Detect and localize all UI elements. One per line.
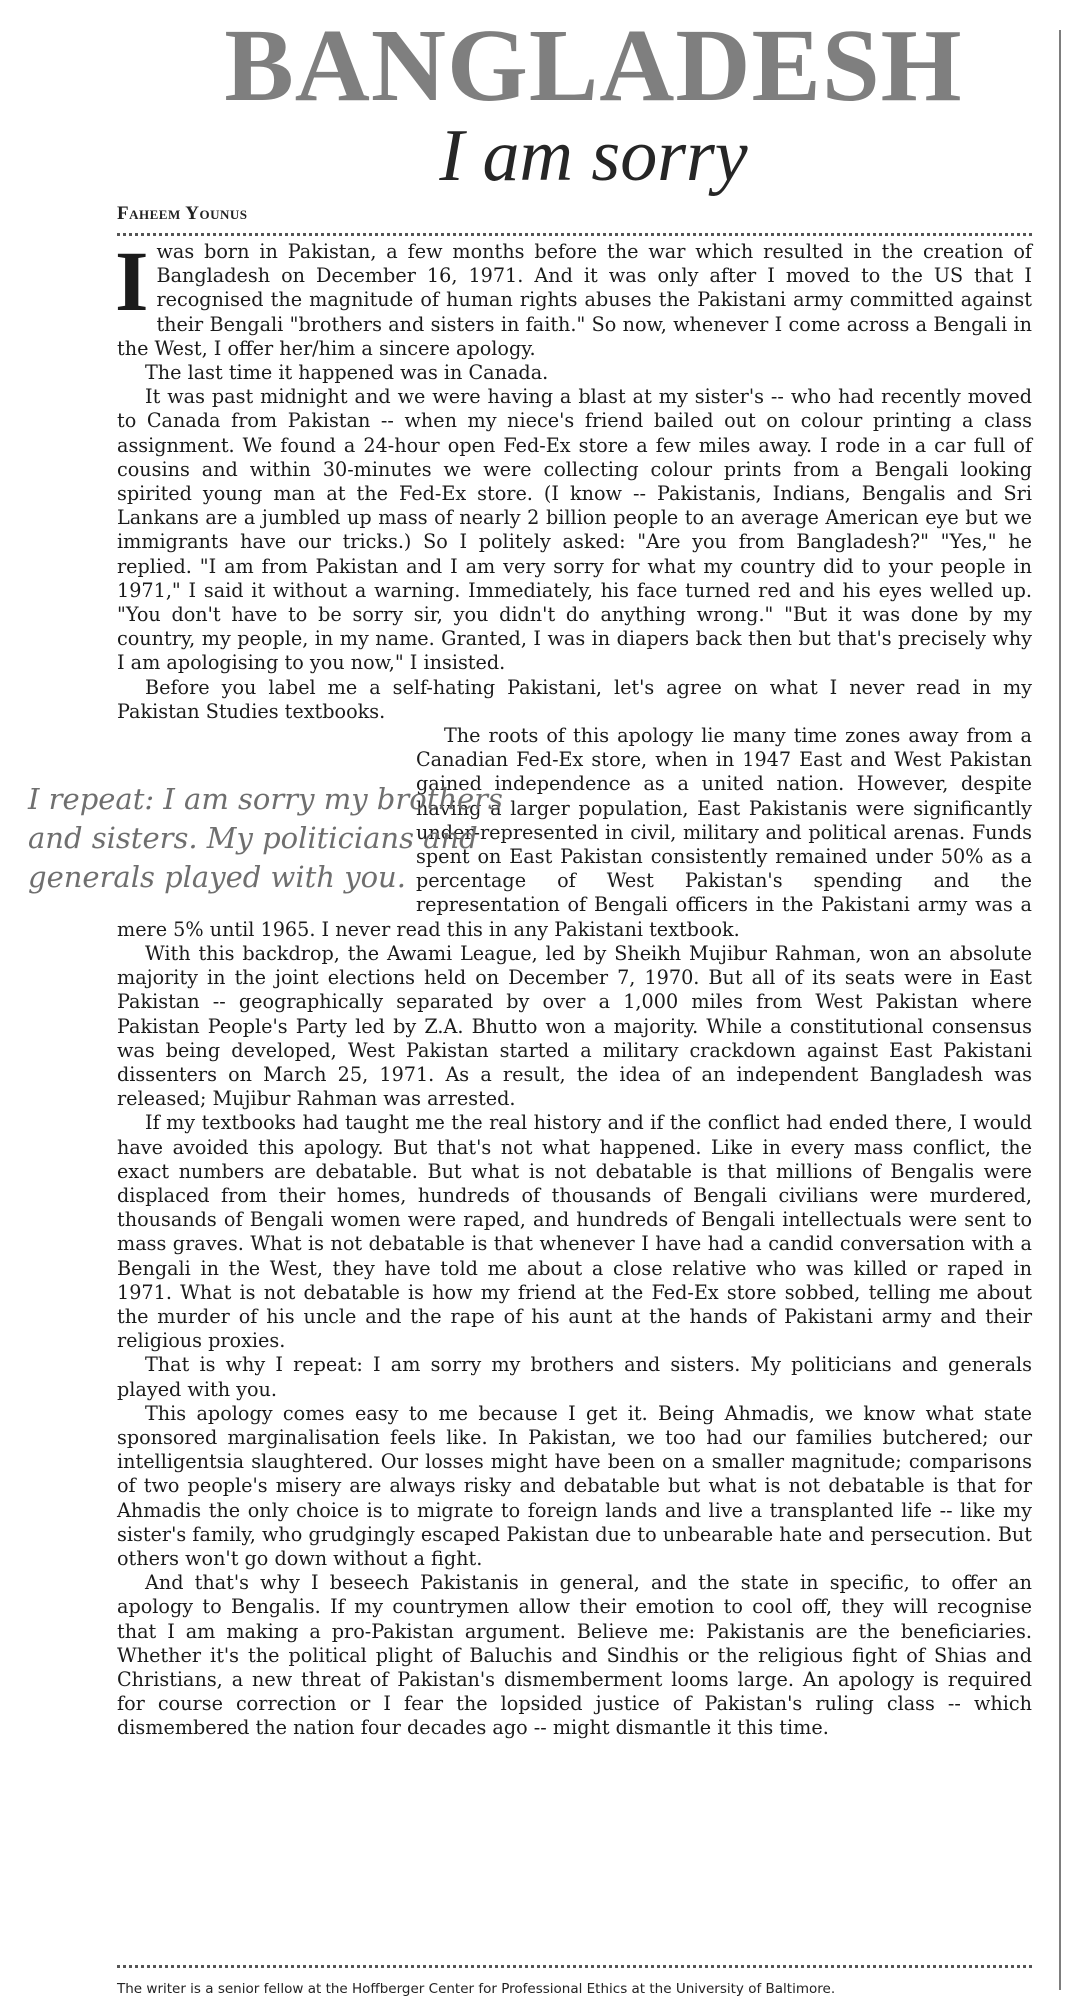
paragraph-7: If my textbooks had taught me the real history and if the conflict had ended there, I would have avoided this apology. But that's not what happened. Like in every mass conflict, the exact numbers are debatable. But what is not debatable is that millions of Bengalis were displaced from their homes, hundreds of thousands of Bengali civilians were murdered, thousands of Bengali women were raped, and hundreds of Bengali intellectuals were sent to mass graves. What is not debatable is that whenever I have had a candid conversation with a Bengali in the West, they have told me about a close relative who was killed or raped in 1971. What is not debatable is how my friend at the Fed-Ex store sobbed, telling me about the murder of his uncle and the rape of his aunt at the hands of Pakistani army and their religious proxies. [117, 1111, 1032, 1353]
headline: I am sorry [439, 115, 748, 197]
article-body [115, 233, 1032, 1741]
paragraph-10: And that's why I beseech Pakistanis in general, and the state in specific, to offer an apology to Bengalis. If my countrymen allow their emotion to cool off, they will recognise that I am making a pro-Pakistan argument. Believe me: Pakistanis are the beneficiaries. Whether it's the political plight of Baluchis and Sindhis or the religious fight of Shias and Christians, a new threat of Pakistan's dismemberment looms large. An apology is required for course correction or I fear the lopsided justice of Pakistan's ruling class -- which dismembered the nation four decades ago -- might dismantle it this time. [117, 1571, 1032, 1740]
paragraph-4: Before you label me a self-hating Pakistani, let's agree on what I never read in my Pakistan Studies textbooks. [117, 675, 1032, 723]
section-kicker: BANGLADESH [224, 8, 963, 123]
drop-cap: I [115, 233, 149, 329]
byline: Faheem Younus [117, 203, 248, 224]
pull-quote: I repeat: I am sorry my brothers and sisters. My politicians and generals played with you. [28, 782, 503, 894]
paragraph-8: That is why I repeat: I am sorry my brothers and sisters. My politicians and generals played with you. [117, 1353, 1032, 1401]
paragraph-2: The last time it happened was in Canada. [145, 361, 549, 385]
author-footnote: The writer is a senior fellow at the Hoffberger Center for Professional Ethics at the University of Baltimore. [117, 1981, 836, 1997]
footer-divider [117, 1965, 1032, 1968]
paragraph-9: This apology comes easy to me because I get it. Being Ahmadis, we know what state sponsored marginalisation feels like. In Pakistan, we too had our families butchered; our intelligentsia slaughtered. Our losses might have been on a smaller magnitude; comparisons of two people's misery are always risky and debatable but what is not debatable is that for Ahmadis the only choice is to migrate to foreign lands and live a transplanted life -- like my sister's family, who grudgingly escaped Pakistan due to unbearable hate and persecution. But others won't go down without a fight. [117, 1401, 1032, 1570]
paragraph-3: It was past midnight and we were having a blast at my sister's -- who had recently moved to Canada from Pakistan -- when my niece's friend bailed out on colour printing a class assignment. We found a 24-hour open Fed-Ex store a few miles away. I rode in a car full of cousins and within 30-minutes we were collecting colour prints from a Bengali looking spirited young man at the Fed-Ex store. (I know -- Pakistanis, Indians, Bengalis and Sri Lankans are a jumbled up mass of nearly 2 billion people to an average American eye but we immigrants have our tricks.) So I politely asked: "Are you from Bangladesh?" "Yes," he replied. "I am from Pakistan and I am very sorry for what my country did to your people in 1971," I said it without a warning. Immediately, his face turned red and his eyes welled up. "You don't have to be sorry sir, you didn't do anything wrong." "But it was done by my country, my people, in my name. Granted, I was in diapers back then but that's precisely why I am apologising to you now," I insisted. [117, 385, 1032, 675]
byline-divider [117, 233, 1032, 236]
column-rule [1059, 30, 1061, 1990]
paragraph-6: With this backdrop, the Awami League, led by Sheikh Mujibur Rahman, won an absolute majority in the joint elections held on December 7, 1970. But all of its seats were in East Pakistan -- geographically separated by over a 1,000 miles from West Pakistan where Pakistan People's Party led by Z.A. Bhutto won a majority. While a constitutional consensus was being developed, West Pakistan started a military crackdown against East Pakistani dissenters on March 25, 1971. As a result, the idea of an independent Bangladesh was released; Mujibur Rahman was arrested. [117, 941, 1032, 1111]
paragraph-1: Iwas born in Pakistan, a few months before the war which resulted in the creation of Bangladesh on December 16, 1971. And it was only after I moved to the US that I recognised the magnitude of human rights abuses the Pakistani army committed against their Bengali "brothers and sisters in faith." So now, whenever I come across a Bengali in the West, I offer her/him a sincere apology. [115, 233, 1032, 360]
paragraph-5: The roots of this apology lie many time zones away from a Canadian Fed-Ex store, when in 1947 East and West Pakistan gained independence as a united nation. However, despite having a larger population, East Pakistanis were significantly under-represented in civil, military and political arenas. Funds spent on East Pakistan consistently remained under 50% as a percentage of West Pakistan's spending and the representation of Bengali officers in the Pakistani army was a mere 5% until 1965. I never read this in any Pakistani textbook. [117, 724, 1032, 941]
